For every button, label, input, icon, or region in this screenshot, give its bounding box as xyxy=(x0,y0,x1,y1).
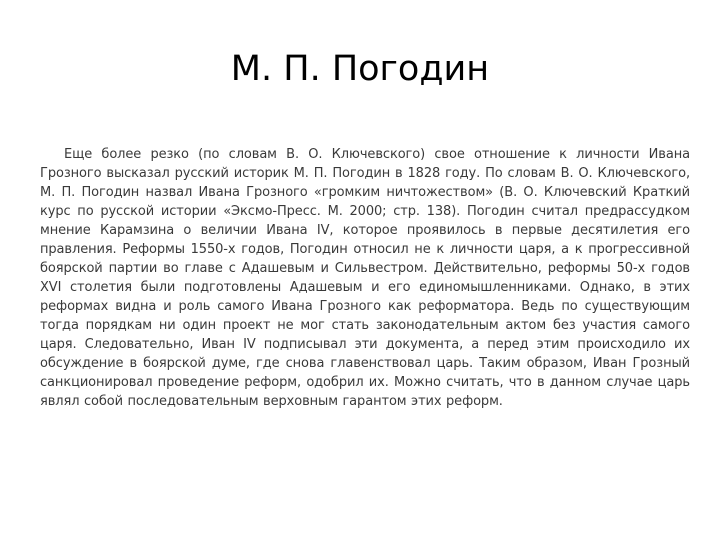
slide-title: М. П. Погодин xyxy=(230,49,490,89)
slide-body-paragraph: Еще более резко (по словам В. О. Ключевского) свое отношение к личности Ивана Грозного высказал русский историк М. П. Погодин в 1828 году. По словам В. О. Ключевского, М. П. Погодин назвал Ивана Грозного «громким ничтожеством» (В. О. Ключевский Краткий курс по русской истории «Эксмо-Пресс. М. 2000; стр. 138). Погодин считал предрассудком мнение Карамзина о величии Ивана IV, которое проявилось в первые десятилетия его правления. Реформы 1550-х годов, Погодин относил не к личности царя, а к прогрессивной боярской партии во главе с Адашевым и Сильвестром. Действительно, реформы 50-х годов XVI столетия были подготовлены Адашевым и его единомышленниками. Однако, в этих реформах видна и роль самого Ивана Грозного как реформатора. Ведь по существующим тогда порядкам ни один проект не мог стать законодательным актом без участия самого царя. Следовательно, Иван IV подписывал эти документа, а перед этим происходило их обсуждение в боярской думе, где снова главенствовал царь. Таким образом, Иван Грозный санкционировал проведение реформ, одобрил их. Можно считать, что в данном случае царь являл собой последовательным верховным гарантом этих реформ. xyxy=(40,147,690,409)
